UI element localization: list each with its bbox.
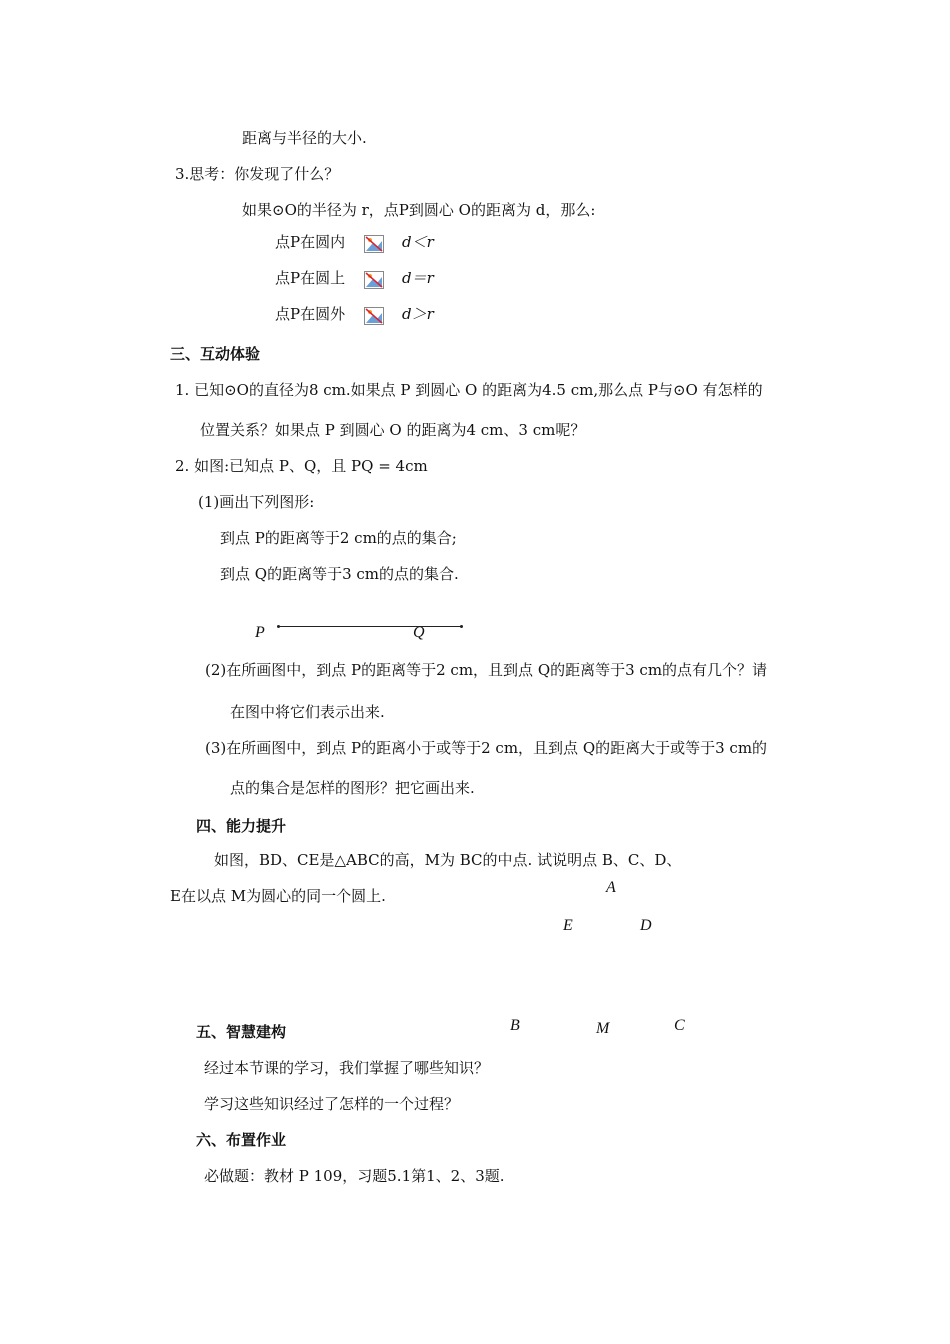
q2-part-1-item-a: 到点 P的距离等于2 cm的点的集合; [220,529,457,547]
q2-part-2-line-2: 在图中将它们表示出来. [230,703,385,721]
label-point-p: P [255,624,265,641]
think-question: 3.思考：你发现了什么？ [175,165,340,183]
row-outside-label: 点P在圆外 [275,305,346,323]
row-on-relation: d＝r [402,269,434,287]
q2-part-3-line-1: (3)在所画图中，到点 P的距离小于或等于2 cm，且到点 Q的距离大于或等于3 cm的 [205,739,768,757]
section-5-heading: 五、智慧建构 [196,1023,287,1041]
label-d: D [640,917,652,934]
q1-line-2: 位置关系？如果点 P 到圆心 O 的距离为4 cm、3 cm呢？ [200,421,586,439]
label-b: B [510,1017,520,1034]
label-m: M [596,1020,610,1037]
broken-image-icon [364,235,384,253]
q2-part-1: (1)画出下列图形: [198,493,315,511]
label-e: E [563,917,573,934]
segment-pq [279,626,461,627]
intro-continuation: 距离与半径的大小. [242,129,367,147]
label-c: C [674,1017,685,1034]
row-inside-relation: d＜r [402,233,434,251]
s4-line-1: 如图，BD、CE是△ABC的高，M为 BC的中点. 试说明点 B、C、D、 [214,851,682,869]
broken-image-icon [364,271,384,289]
q1-line-1: 1. 已知⊙O的直径为8 cm.如果点 P 到圆心 O 的距离为4.5 cm,那么点 P与⊙O 有怎样的 [175,381,763,399]
section-6-heading: 六、布置作业 [196,1131,287,1149]
s6-line-1: 必做题：教材 P 109，习题5.1第1、2、3题. [204,1167,505,1185]
row-outside-relation: d＞r [402,305,434,323]
row-inside-label: 点P在圆内 [275,233,346,251]
q2-part-3-line-2: 点的集合是怎样的图形？把它画出来. [230,779,475,797]
row-on-label: 点P在圆上 [275,269,346,287]
section-3-heading: 三、互动体验 [170,345,261,363]
label-a: A [606,879,616,896]
s4-line-2: E在以点 M为圆心的同一个圆上. [170,887,386,905]
broken-image-icon [364,307,384,325]
q2-part-2-line-1: (2)在所画图中，到点 P的距离等于2 cm，且到点 Q的距离等于3 cm的点有几个？请 [205,661,768,679]
q2-line: 2. 如图:已知点 P、Q，且 PQ = 4cm [175,457,428,475]
label-point-q: Q [413,624,425,641]
section-4-heading: 四、能力提升 [196,817,287,835]
point-q-dot [460,625,463,628]
s5-line-2: 学习这些知识经过了怎样的一个过程？ [204,1095,460,1113]
premise-line: 如果⊙O的半径为 r，点P到圆心 O的距离为 d，那么: [242,201,596,219]
q2-part-1-item-b: 到点 Q的距离等于3 cm的点的集合. [220,565,459,583]
s5-line-1: 经过本节课的学习，我们掌握了哪些知识？ [204,1059,490,1077]
